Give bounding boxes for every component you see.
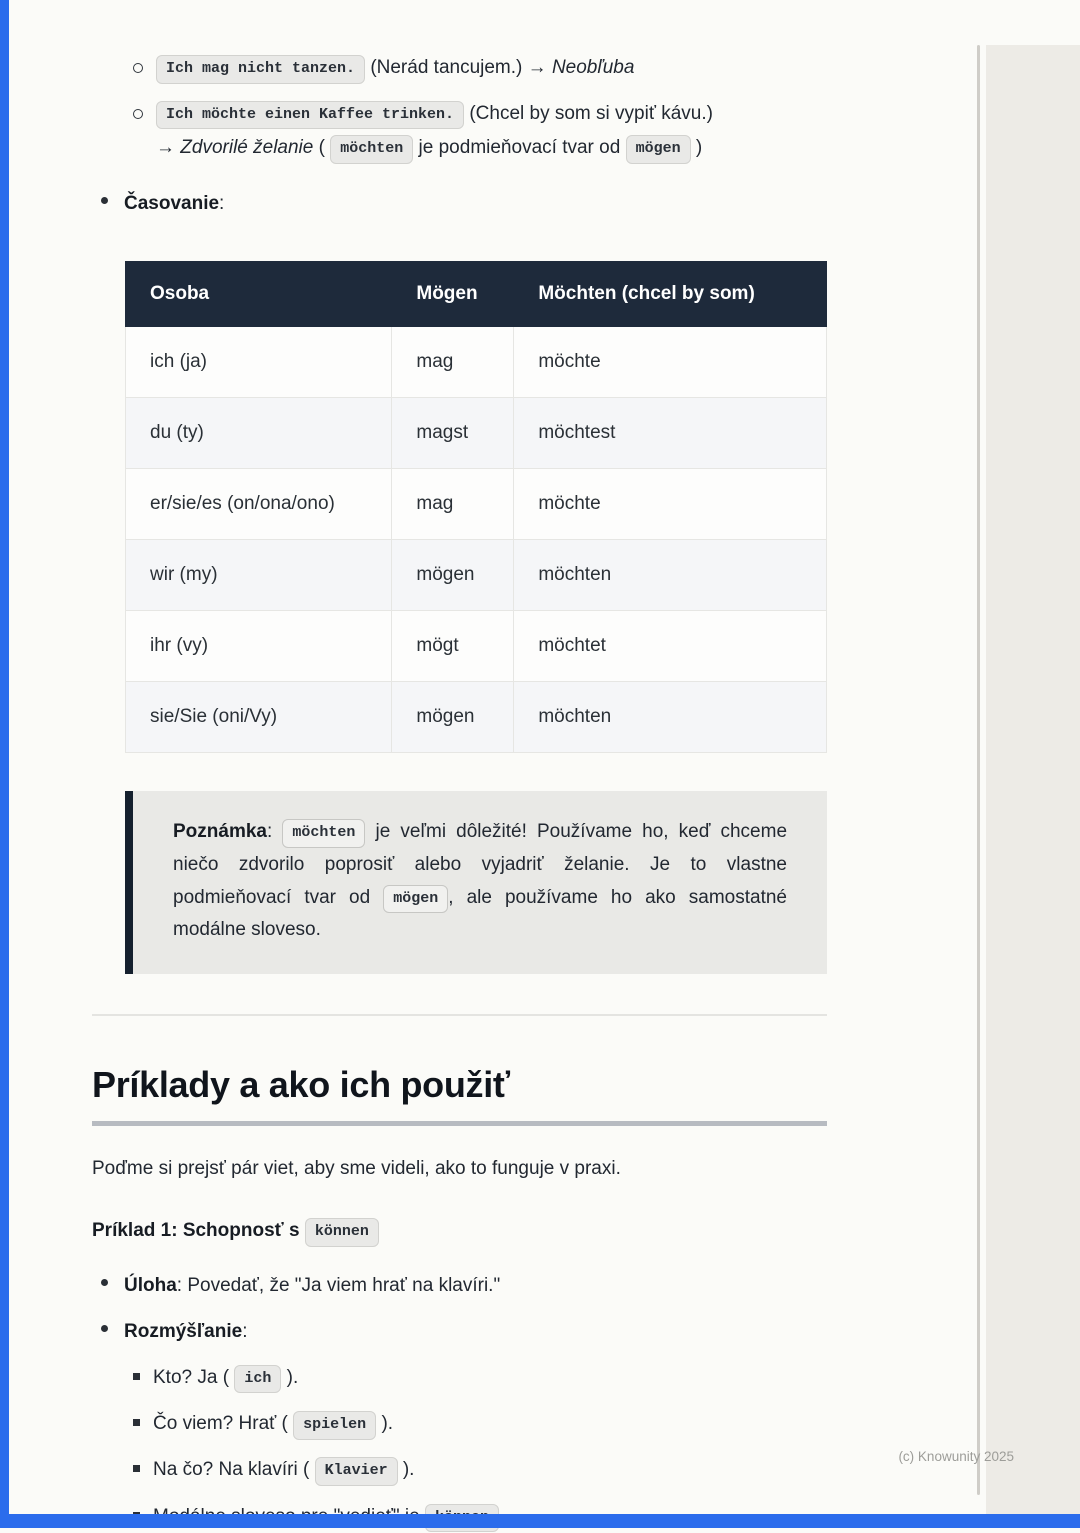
paren: )	[695, 137, 703, 159]
copyright: (c) Knowunity 2025	[898, 1449, 1014, 1464]
casovanie-list	[92, 189, 827, 219]
example-heading	[92, 1218, 827, 1247]
note-text: , ale používame ho ako samostatné modálne sloveso.	[173, 886, 787, 941]
translation-text: (Nerád tancujem.)	[370, 57, 523, 78]
translation-text: (Chcel by som si vypiť kávu.)	[469, 102, 713, 124]
table-cell: mögen	[392, 682, 514, 753]
table-cell: mag	[392, 469, 514, 540]
explain-text: je podmieňovací tvar od	[418, 137, 621, 159]
table-cell: magst	[392, 398, 514, 469]
column-header: Osoba	[126, 262, 392, 327]
sub-text: Čo viem? Hrať (	[153, 1413, 288, 1435]
code-chip: möchten	[330, 135, 413, 164]
list-item	[126, 1408, 827, 1440]
table-cell: ihr (vy)	[126, 611, 392, 682]
uloha-text: : Povedať, že "Ja viem hrať na klavíri."	[176, 1274, 501, 1296]
code-chip: mögen	[383, 885, 448, 914]
column-header: Möchten (chcel by som)	[514, 262, 827, 327]
code-chip: können	[305, 1218, 379, 1247]
table-row	[126, 682, 827, 753]
horizontal-rule	[92, 1014, 827, 1016]
table-cell: mögt	[392, 611, 514, 682]
table-header-row	[126, 262, 827, 327]
arrow-icon: →	[156, 137, 175, 159]
conjugation-table	[125, 261, 827, 753]
section-intro: Poďme si prejsť pár viet, aby sme videli, ako to funguje v praxi.	[92, 1158, 621, 1180]
table-cell: ich (ja)	[126, 327, 392, 398]
sub-text: ).	[286, 1366, 299, 1388]
code-chip: möchten	[282, 819, 365, 848]
list-item	[92, 189, 827, 219]
colon: :	[266, 821, 273, 843]
list-item	[126, 1362, 827, 1394]
example-list	[92, 1271, 827, 1533]
colon: :	[219, 193, 225, 215]
table-cell: er/sie/es (on/ona/ono)	[126, 469, 392, 540]
list-item	[131, 52, 827, 85]
thinking-sublist	[126, 1362, 827, 1533]
table-row	[126, 327, 827, 398]
sub-text: ).	[402, 1459, 415, 1481]
table-cell: sie/Sie (oni/Vy)	[126, 682, 392, 753]
table-cell: du (ty)	[126, 398, 392, 469]
table-cell: möchten	[514, 682, 827, 753]
code-chip: mögen	[626, 135, 691, 164]
table-row	[126, 540, 827, 611]
code-chip: spielen	[293, 1411, 376, 1440]
meaning-label: Zdvorilé želanie	[180, 137, 314, 159]
code-chip: Ich möchte einen Kaffee trinken.	[156, 101, 464, 130]
bottom-accent-bar	[0, 1514, 1080, 1528]
table-cell: möchte	[514, 469, 827, 540]
column-header: Mögen	[392, 262, 514, 327]
sub-text: Kto? Ja (	[153, 1366, 230, 1388]
list-item	[131, 98, 827, 165]
colon: :	[242, 1321, 248, 1343]
section-title: Príklady a ako ich použiť	[92, 1064, 827, 1126]
casovanie-heading: Časovanie	[124, 193, 220, 215]
list-item-line2	[156, 132, 827, 165]
left-accent-bar	[0, 0, 9, 1528]
list-item	[126, 1454, 827, 1486]
note-text: je veľmi dôležité! Používame ho, keď chceme niečo zdvorilo poprosiť alebo vyjadriť želanie. Je to vlastne podmieňovací tvar od	[173, 821, 788, 908]
note-label: Poznámka	[173, 821, 267, 843]
list-item	[92, 1317, 827, 1533]
sub-text: ).	[381, 1413, 394, 1435]
code-chip: Klavier	[315, 1457, 398, 1486]
sub-text: Na čo? Na klavíri (	[153, 1459, 310, 1481]
intro-bullet-list	[131, 52, 827, 165]
list-item	[92, 1271, 827, 1301]
table-cell: möchtet	[514, 611, 827, 682]
table-row	[126, 398, 827, 469]
meaning-label: Neobľuba	[551, 57, 635, 78]
code-chip: Ich mag nicht tanzen.	[156, 55, 365, 84]
table-cell: möchten	[514, 540, 827, 611]
paren: (	[318, 137, 325, 159]
table-row	[126, 469, 827, 540]
note-blockquote	[125, 791, 827, 974]
table-cell: möchtest	[514, 398, 827, 469]
rozmyslanie-label: Rozmýšľanie	[124, 1321, 243, 1343]
table-cell: mag	[392, 327, 514, 398]
table-cell: möchte	[514, 327, 827, 398]
arrow-icon: →	[527, 57, 547, 78]
table-cell: wir (my)	[126, 540, 392, 611]
example-heading-text: Príklad 1: Schopnosť s	[92, 1220, 300, 1242]
table-cell: mögen	[392, 540, 514, 611]
code-chip: ich	[234, 1365, 281, 1394]
uloha-label: Úloha	[124, 1274, 177, 1296]
table-row	[126, 611, 827, 682]
